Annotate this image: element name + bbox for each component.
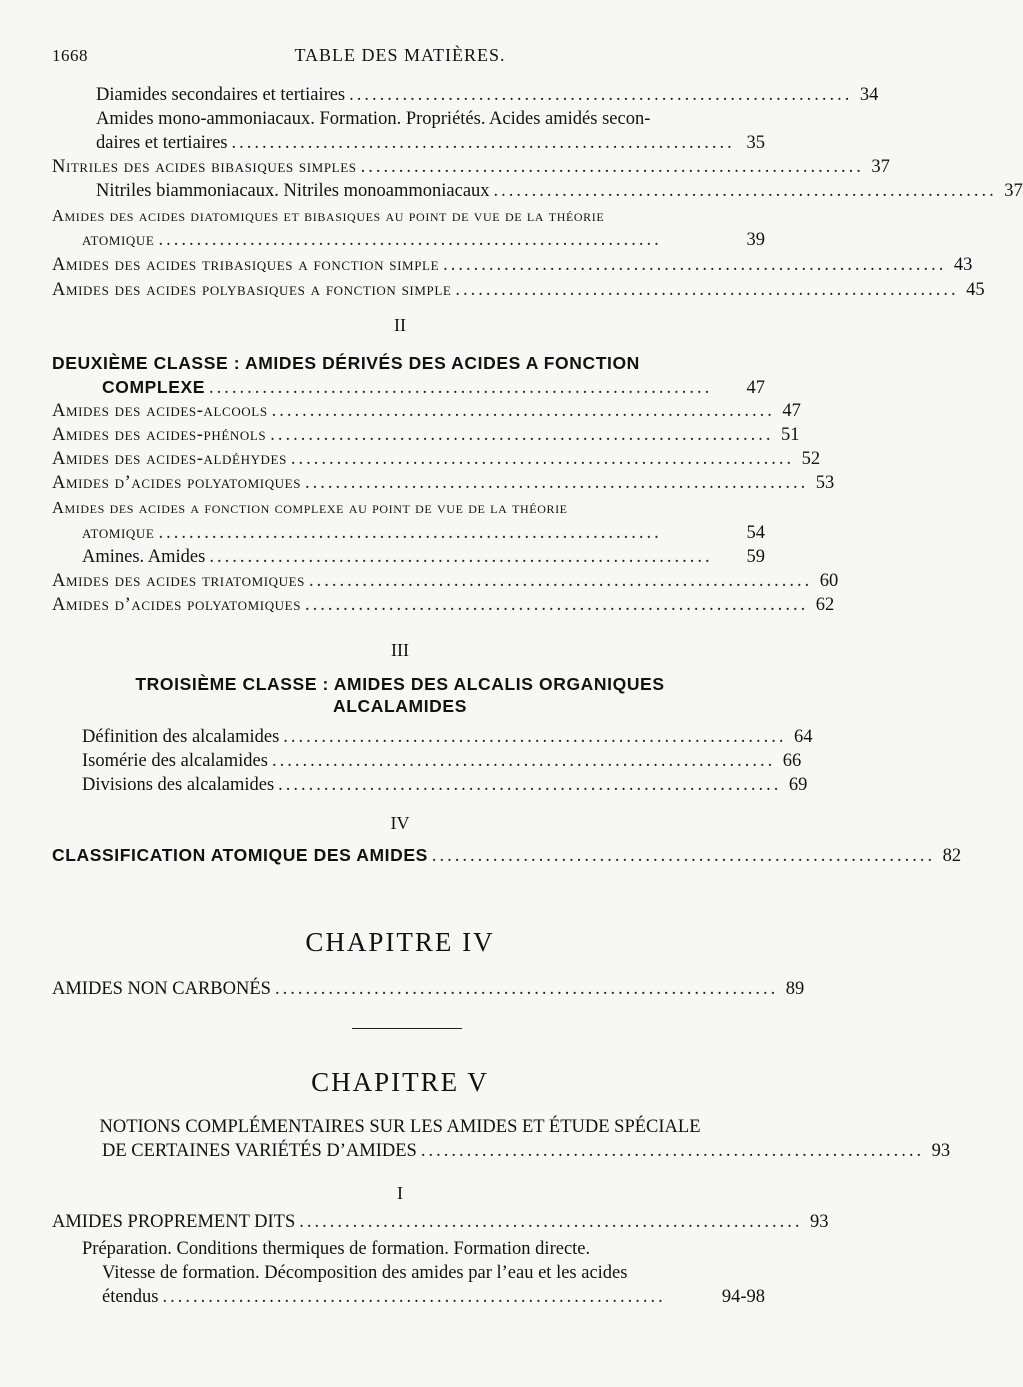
toc-entry: Diamides secondaires et tertiaires .................................................................. 34	[96, 85, 879, 105]
toc-entry-line: Amides des acides a fonction complexe au point de vue de la théorie	[52, 498, 568, 517]
section-numeral: III	[391, 640, 409, 660]
section-numeral: IV	[390, 813, 410, 833]
chapter-title: CHAPITRE IV	[305, 927, 495, 957]
section-heading: CLASSIFICATION ATOMIQUE DES AMIDES .................................................................. 82	[52, 845, 962, 866]
divider-rule	[352, 1028, 462, 1029]
section-numeral: II	[394, 315, 406, 335]
section-numeral: I	[397, 1183, 403, 1203]
section-heading-line: ALCALAMIDES	[333, 696, 467, 716]
toc-paragraph-line: Vitesse de formation. Décomposition des amides par l’eau et les acides	[102, 1263, 628, 1283]
toc-entry: Amides d’acides polyatomiques .................................................................. 53	[52, 473, 835, 493]
toc-entry: étendus .................................................................. 94-98	[102, 1287, 765, 1307]
toc-entry: Amides des acides-aldéhydes .................................................................. 52	[52, 449, 821, 469]
toc-entry: daires et tertiaires .................................................................. 35	[96, 133, 765, 153]
toc-entry: Divisions des alcalamides .................................................................. 69	[82, 775, 808, 795]
toc-entry: Amines. Amides .................................................................. 59	[82, 547, 765, 567]
toc-entry: Amides des acides-alcools .................................................................. 47	[52, 401, 801, 421]
chapter-title: CHAPITRE V	[311, 1067, 489, 1097]
toc-entry: Amides des acides triatomiques .................................................................. 60	[52, 571, 839, 591]
toc-entry: Amides des acides polybasiques a fonction simple .................................................................. 45	[52, 280, 985, 300]
toc-entry-line: Amides des acides diatomiques et bibasiques au point de vue de la théorie	[52, 206, 605, 225]
chapter-subtitle-line: NOTIONS COMPLÉMENTAIRES SUR LES AMIDES ET ÉTUDE SPÉCIALE	[99, 1117, 701, 1137]
toc-entry: AMIDES PROPREMENT DITS .................................................................. 93	[52, 1212, 829, 1232]
section-heading: COMPLEXE .................................................................. 47	[102, 377, 765, 398]
toc-entry: AMIDES NON CARBONÉS .................................................................. 89	[52, 979, 805, 999]
section-heading-line: TROISIÈME CLASSE : AMIDES DES ALCALIS ORGANIQUES	[135, 674, 665, 694]
page-number: 1668	[52, 46, 88, 65]
toc-entry-line: Amides mono-ammoniacaux. Formation. Propriétés. Acides amidés secon-	[96, 109, 651, 129]
toc-entry: Nitriles des acides bibasiques simples .................................................................. 37	[52, 157, 890, 177]
toc-entry: atomique .................................................................. 39	[82, 230, 765, 250]
chapter-subtitle: DE CERTAINES VARIÉTÉS D’AMIDES .................................................................. 93	[102, 1141, 951, 1161]
running-title: TABLE DES MATIÈRES.	[294, 45, 506, 65]
toc-entry: Amides d’acides polyatomiques .................................................................. 62	[52, 595, 835, 615]
toc-paragraph-line: Préparation. Conditions thermiques de formation. Formation directe.	[82, 1239, 591, 1259]
toc-entry: Isomérie des alcalamides .................................................................. 66	[82, 751, 802, 771]
toc-entry: atomique .................................................................. 54	[82, 523, 765, 543]
toc-entry: Nitriles biammoniacaux. Nitriles monoammoniacaux .................................................................. 37	[96, 181, 1023, 201]
toc-entry: Définition des alcalamides .................................................................. 64	[82, 727, 813, 747]
section-heading-line: DEUXIÈME CLASSE : AMIDES DÉRIVÉS DES ACIDES A FONCTION	[52, 353, 640, 373]
toc-entry: Amides des acides-phénols .................................................................. 51	[52, 425, 800, 445]
toc-entry: Amides des acides tribasiques a fonction simple .................................................................. 43	[52, 255, 973, 275]
